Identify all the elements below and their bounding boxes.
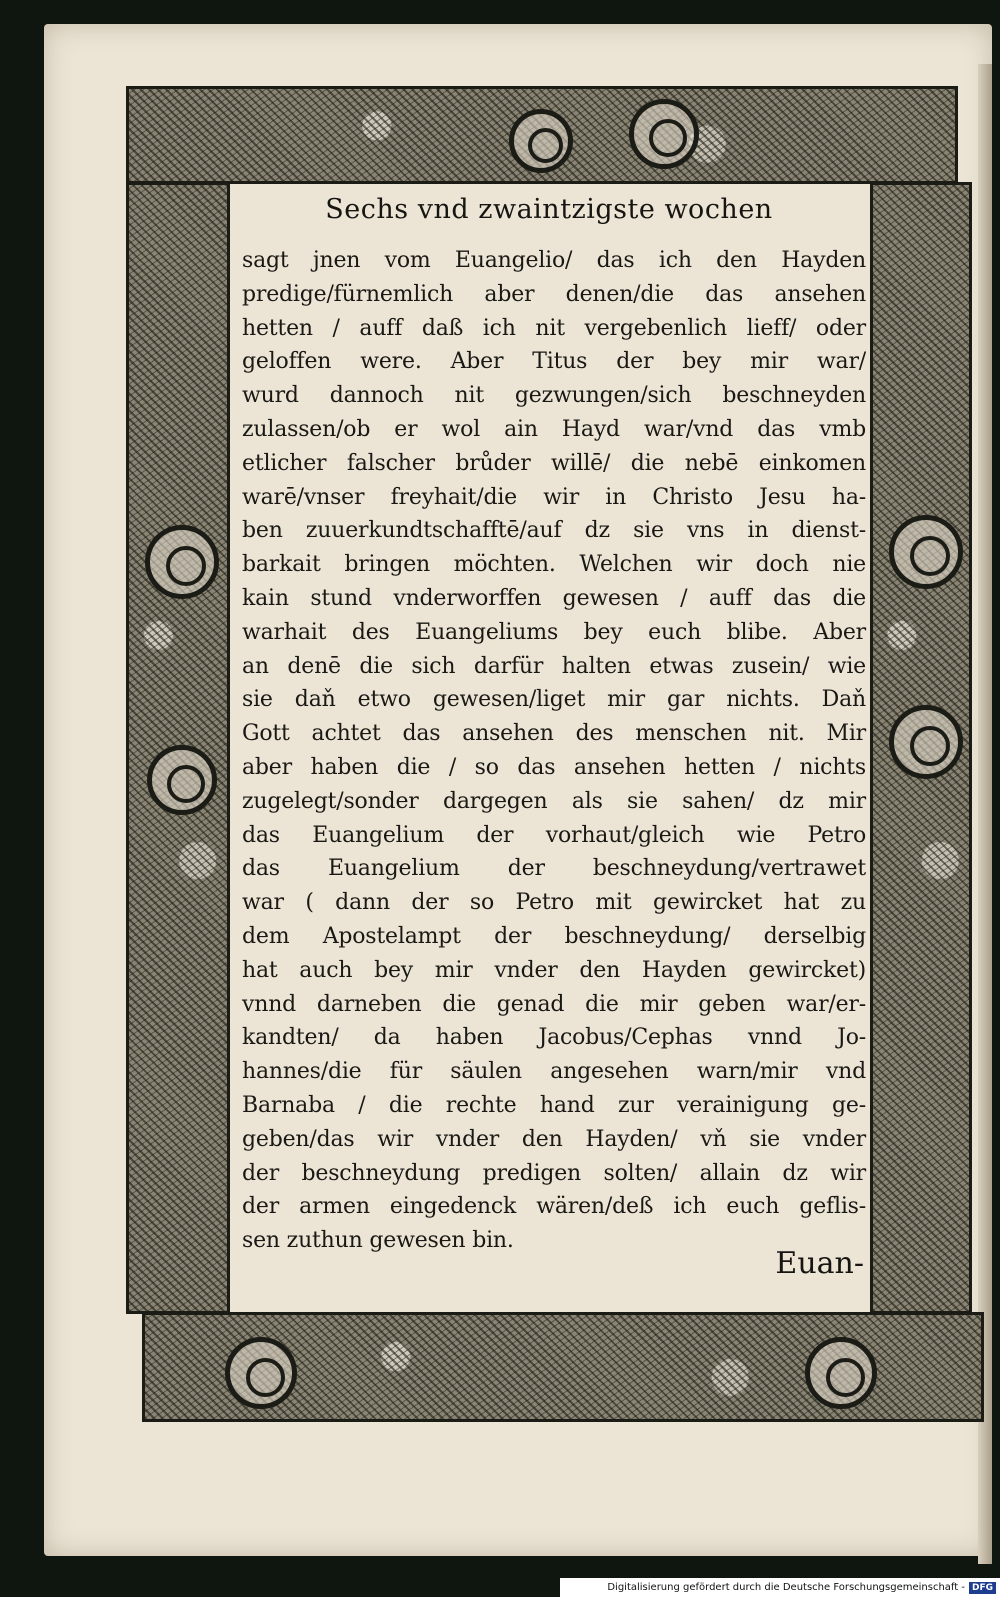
text-line: sie daň etwo gewesen/liget mir gar nichts. Daň: [242, 687, 866, 713]
text-line: hannes/die für säulen angesehen warn/mir vnd: [242, 1059, 866, 1085]
text-line: sagt jnen vom Euangelio/ das ich den Hayden: [242, 248, 866, 273]
text-line: geben/das wir vnder den Hayden/ vň sie vnder: [242, 1126, 866, 1152]
footer-credit: Digitalisierung gefördert durch die Deutsche Forschungsgemeinschaft -: [607, 1582, 965, 1593]
text-line: kain stund vnderworffen gewesen / auff das die: [242, 585, 866, 611]
ornament-swirl: [145, 525, 219, 599]
ornament-swirl: [805, 1337, 877, 1409]
ornament-swirl: [225, 1337, 297, 1409]
catchword: Euan-: [775, 1246, 864, 1281]
text-line: geloffen were. Aber Titus der bey mir war/: [242, 349, 866, 375]
text-line: vnnd darneben die genad die mir geben war/er-: [242, 991, 866, 1017]
page-heading: Sechs vnd zwaintzigste wochen: [325, 194, 773, 225]
text-line: Gott achtet das ansehen des menschen nit. Mir: [242, 721, 866, 747]
text-line: sen zuthun gewesen bin.: [242, 1228, 514, 1254]
ornament-face: [629, 99, 699, 169]
text-line: hat auch bey mir vnder den Hayden gewircket): [242, 957, 866, 983]
text-line: barkait bringen möchten. Welchen wir doch nie: [242, 552, 866, 578]
ornament-swirl: [889, 705, 963, 779]
text-line: etlicher falscher brůder willē/ die nebē einkomen: [242, 450, 866, 476]
text-line: aber haben die / so das ansehen hetten / nichts: [242, 754, 866, 780]
text-line: an denē die sich darfür halten etwas zusein/ wie: [242, 653, 866, 679]
text-line: Barnaba / die rechte hand zur verainigung ge-: [242, 1092, 866, 1118]
woodcut-border-right: [870, 182, 972, 1314]
text-block: [232, 186, 866, 1304]
text-line: wurd dannoch nit gezwungen/sich beschneyden: [242, 383, 866, 409]
text-line: das Euangelium der beschneydung/vertrawet: [242, 856, 866, 882]
digitization-footer: [560, 1578, 1000, 1597]
text-line: hetten / auff daß ich nit vergebenlich lieff/ oder: [242, 315, 866, 341]
text-line: warhait des Euangeliums bey euch blibe. Aber: [242, 619, 866, 645]
ornament-swirl: [147, 745, 217, 815]
text-line: das Euangelium der vorhaut/gleich wie Petro: [242, 822, 866, 848]
body-text: [242, 244, 866, 1258]
ornament-swirl: [509, 109, 573, 173]
text-line: war ( dann der so Petro mit gewircket hat zu: [242, 890, 866, 916]
dfg-logo: DFG: [969, 1582, 996, 1594]
text-line: zugelegt/sonder dargegen als sie sahen/ dz mir: [242, 788, 866, 814]
text-line: der armen eingedenck wären/deß ich euch geflis-: [242, 1194, 866, 1220]
woodcut-border-bottom: [142, 1312, 984, 1422]
text-line: ben zuuerkundtschafftē/auf dz sie vns in dienst-: [242, 518, 866, 544]
text-line: predige/fürnemlich aber denen/die das ansehen: [242, 281, 866, 307]
woodcut-border-top: [126, 86, 958, 184]
text-line: warē/vnser freyhait/die wir in Christo Jesu ha-: [242, 484, 866, 510]
text-line: der beschneydung predigen solten/ allain dz wir: [242, 1160, 866, 1186]
ornament-swirl: [889, 515, 963, 589]
text-line: zulassen/ob er wol ain Hayd war/vnd das vmb: [242, 416, 866, 442]
woodcut-border-left: [126, 182, 230, 1314]
text-line: kandten/ da haben Jacobus/Cephas vnnd Jo-: [242, 1025, 866, 1051]
text-line: dem Apostelampt der beschneydung/ derselbig: [242, 923, 866, 949]
